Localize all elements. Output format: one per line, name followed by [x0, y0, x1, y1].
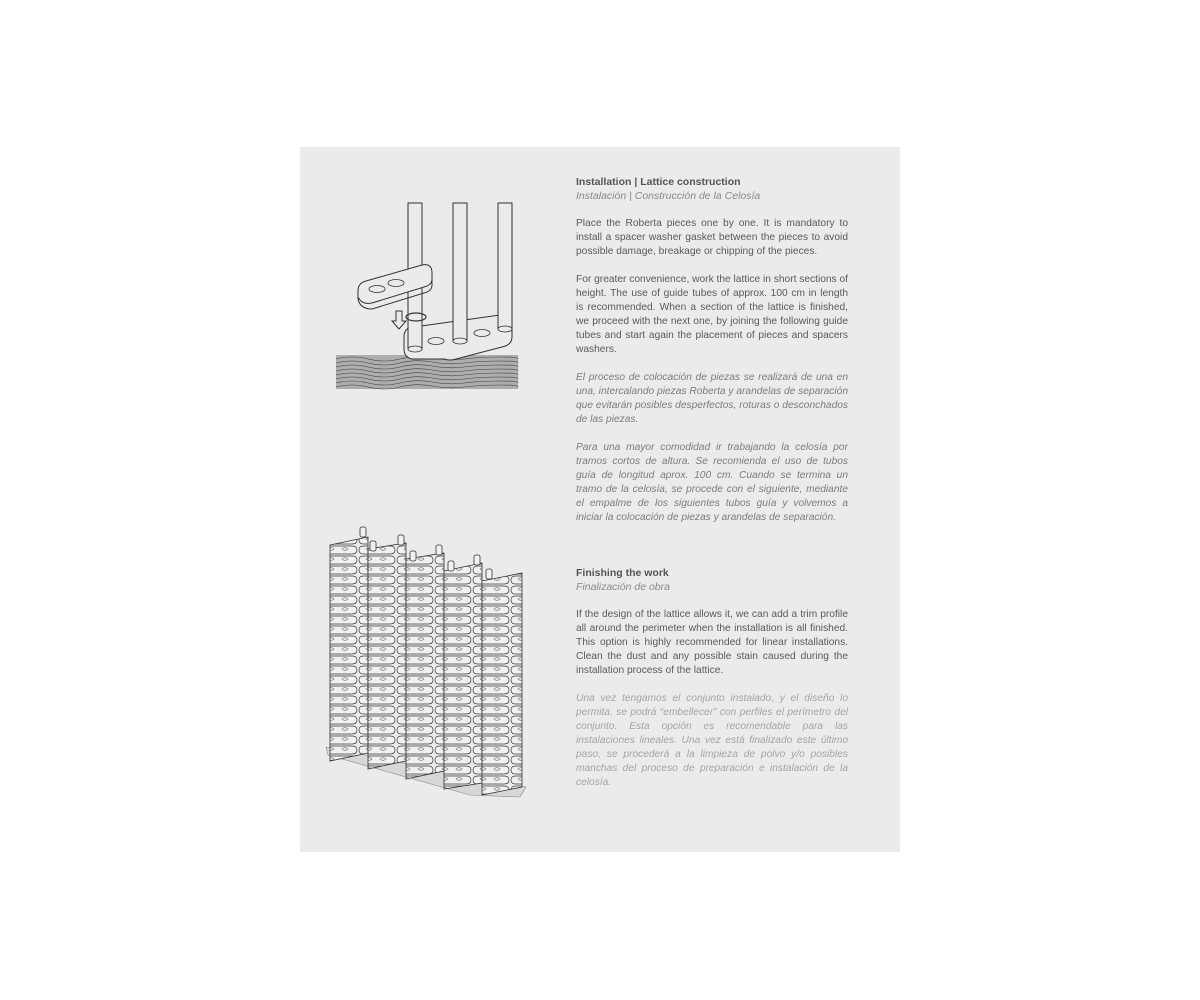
finishing-paragraph-es: Una vez tengamos el conjunto instalado, y el diseño lo permita, se podrá “embellecer” con perfiles el perímetro del conjunto. Esta opción es recomendable para las instalaciones lineales. Una vez está finalizado este último paso, se procederá a la limpieza de polvo y/o posibles manchas del proceso de preparación e instalación de la celosía.	[576, 693, 848, 788]
guide-tubes-installation-illustration	[332, 199, 522, 399]
finishing-title-en: Finishing the work	[576, 567, 669, 579]
installation-paragraph-en: Place the Roberta pieces one by one. It is mandatory to install a spacer washer gasket between the pieces to avoid possible damage, breakage or chipping of the pieces.	[576, 218, 848, 257]
finished-lattice-illustration	[320, 525, 530, 800]
document-page	[300, 147, 900, 852]
installation-paragraph-es: El proceso de colocación de piezas se realizará de una en una, intercalando piezas Roberta y arandelas de separación que evitarán posibles desperfectos, roturas o desconchados de las piezas.	[576, 372, 848, 425]
installation-paragraph-es: Para una mayor comodidad ir trabajando la celosía por tramos cortos de altura. Se recomienda el uso de tubos guía de longitud aprox. 100 cm. Cuando se termina un tramo de la celosía, se procede con el siguiente, mediante el empalme de los siguientes tubos guía y volvemos a iniciar la colocación de piezas y arandelas de separación.	[576, 442, 848, 523]
installation-title-en: Installation | Lattice construction	[576, 176, 741, 188]
finishing-paragraph-en: If the design of the lattice allows it, we can add a trim profile all around the perimeter when the installation is all finished. This option is highly recommended for linear installations. Clean the dust and any possible stain caused during the installation process of the lattice.	[576, 609, 848, 676]
finishing-section	[576, 566, 848, 804]
installation-section	[576, 175, 848, 539]
down-arrow-icon	[392, 311, 406, 329]
installation-title-es: Instalación | Construcción de la Celosía	[576, 190, 761, 202]
finishing-title-es: Finalización de obra	[576, 581, 670, 593]
installation-paragraph-en: For greater convenience, work the lattice in short sections of height. The use of guide tubes of approx. 100 cm in length is recommended. When a section of the lattice is finished, we proceed with the next one, by joining the following guide tubes and start again the placement of pieces and spacers washers.	[576, 274, 848, 355]
